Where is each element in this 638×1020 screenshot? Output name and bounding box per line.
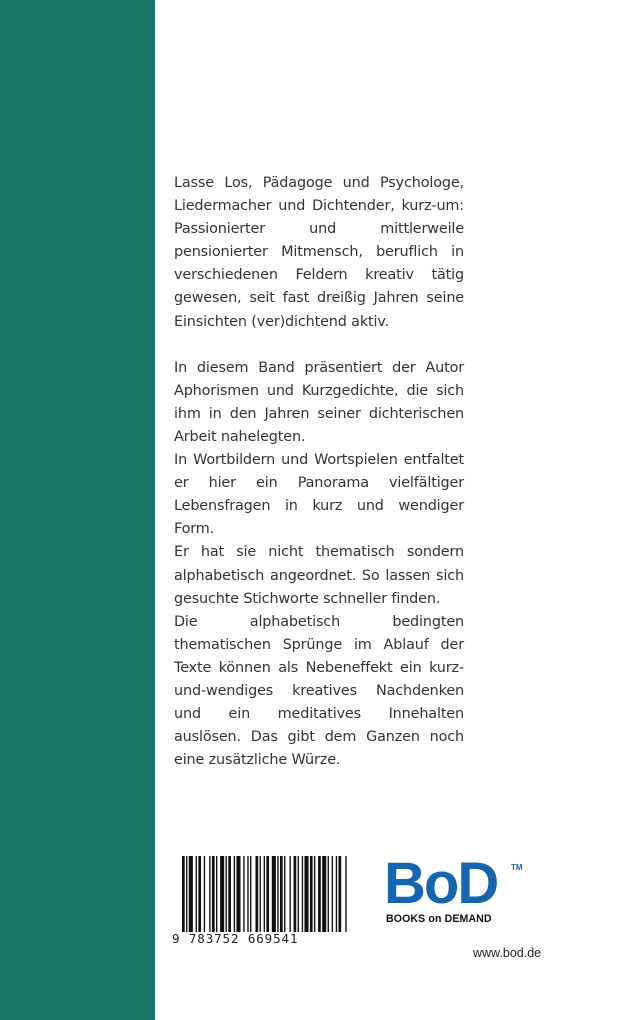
barcode-bar bbox=[328, 856, 329, 932]
barcode-bar bbox=[189, 856, 193, 932]
barcode-bar bbox=[318, 856, 321, 932]
barcode-bar bbox=[302, 856, 303, 932]
barcode-bar bbox=[336, 856, 337, 932]
barcode-bar bbox=[298, 856, 299, 932]
barcode-bar bbox=[332, 856, 333, 932]
barcode-bar bbox=[310, 856, 313, 932]
blurb-paragraph-2: In Wortbildern und Wortspielen entfaltet er hier ein Panorama vielfältiger Lebensfragen in kurz und wendiger Form. bbox=[174, 452, 464, 538]
barcode-bar bbox=[255, 856, 258, 932]
barcode-bar bbox=[204, 856, 205, 932]
teal-spine-band bbox=[0, 0, 155, 1020]
barcode-bar bbox=[304, 856, 308, 932]
blurb-paragraph-3: Er hat sie nicht thematisch sondern alphabetisch angeordnet. So lassen sich gesuchte Stichworte schneller finden. bbox=[174, 544, 464, 607]
blurb-paragraph-1: In diesem Band präsentiert der Autor Aphorismen und Kurzgedichte, die sich ihm in den Jahren seiner dichterischen Arbeit nahelegten. bbox=[174, 359, 464, 445]
barcode-bar bbox=[264, 856, 265, 932]
barcode-bar bbox=[284, 856, 285, 932]
bod-logo-letters: BoD bbox=[384, 851, 498, 916]
barcode-bar bbox=[272, 856, 276, 932]
barcode-bar bbox=[266, 856, 269, 932]
bod-publisher-logo bbox=[384, 851, 524, 935]
blurb-paragraph-4: Die alphabetisch bedingten thematischen Sprünge im Ablauf der Texte können als Nebeneffekt ein kurz-und-wendiges kreatives Nachdenken und ein meditatives Innehalten auslösen. Das gibt dem Ganzen noch eine zusätzliche Würze. bbox=[174, 613, 464, 769]
barcode-bar bbox=[314, 856, 315, 932]
barcode-bar bbox=[250, 856, 251, 932]
barcode-bar bbox=[260, 856, 261, 932]
barcode-bar bbox=[220, 856, 224, 932]
barcode-bar bbox=[289, 856, 290, 932]
barcode-bar bbox=[294, 856, 297, 932]
barcode-bar bbox=[216, 856, 217, 932]
barcode-bar bbox=[236, 856, 240, 932]
back-cover-blurb bbox=[174, 172, 464, 772]
barcode-bar bbox=[228, 856, 231, 932]
author-bio-paragraph: Lasse Los, Pädagoge und Psychologe, Liedermacher und Dichtender, kurz-um: Passionierter und mittlerweile pensionierter Mitmensch, beruflich in verschiedenen Feldern kreativ tätig gewesen, seit fast dreißig Jahren seine Einsichten (ver)dichtend aktiv. bbox=[174, 175, 464, 330]
barcode-bars bbox=[182, 856, 348, 932]
bod-tagline: BOOKS on DEMAND bbox=[386, 913, 492, 925]
barcode-bar bbox=[186, 856, 187, 932]
trademark-mark: TM bbox=[511, 863, 523, 872]
barcode-bar bbox=[345, 856, 346, 932]
barcode-bar bbox=[182, 856, 185, 932]
barcode-bar bbox=[322, 856, 326, 932]
barcode-bar bbox=[280, 856, 283, 932]
barcode-bar bbox=[212, 856, 215, 932]
isbn-number: 9 783752 669541 bbox=[172, 931, 299, 946]
paragraph-spacer bbox=[174, 334, 464, 357]
barcode-bar bbox=[196, 856, 197, 932]
barcode-bar bbox=[247, 856, 248, 932]
isbn-barcode bbox=[172, 856, 348, 946]
publisher-url: www.bod.de bbox=[473, 946, 542, 960]
barcode-bar bbox=[234, 856, 235, 932]
barcode-bar bbox=[243, 856, 244, 932]
barcode-bar bbox=[277, 856, 278, 932]
barcode-bar bbox=[209, 856, 210, 932]
barcode-bar bbox=[338, 856, 341, 932]
barcode-bar bbox=[198, 856, 201, 932]
barcode-bar bbox=[226, 856, 227, 932]
